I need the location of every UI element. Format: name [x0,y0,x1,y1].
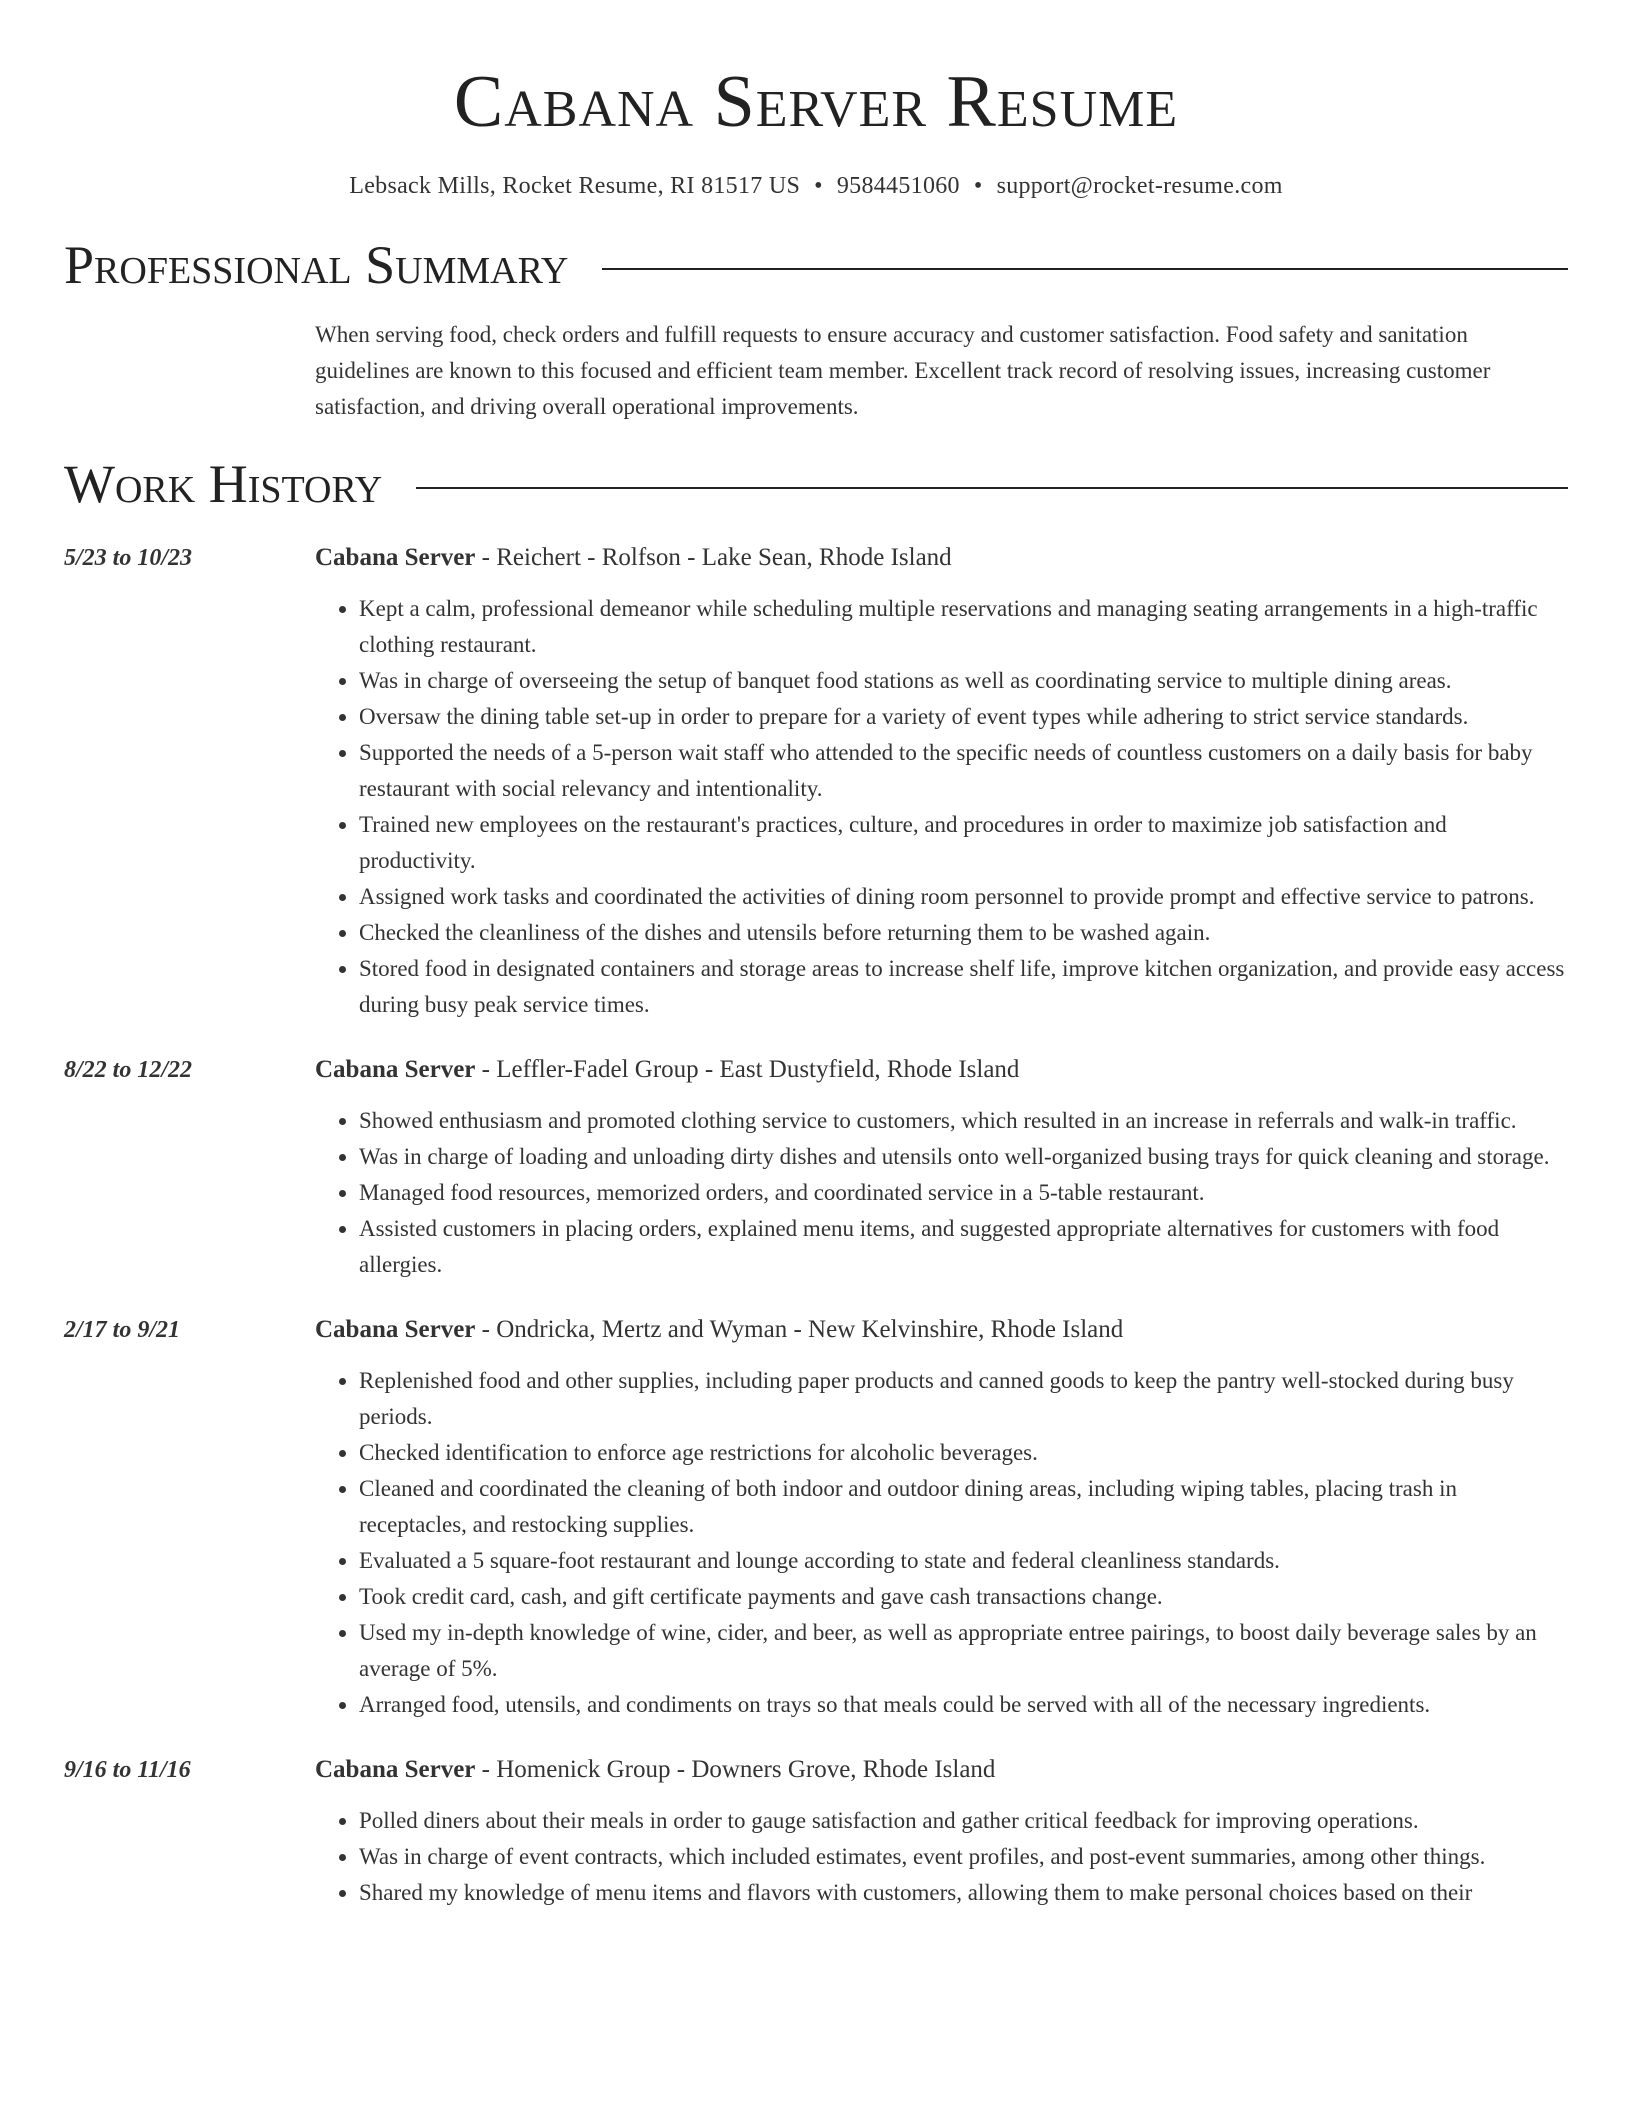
bullet-item: • Took credit card, cash, and gift certificate payments and gave cash transactions change. [359,1579,1568,1615]
job-employer-location: - Leffler-Fadel Group - East Dustyfield, Rhode Island [475,1055,1020,1083]
bullet-item: • Managed food resources, memorized orders, and coordinated service in a 5-table restaurant. [359,1175,1568,1211]
section-divider [416,487,1568,489]
resume-title: Cabana Server Resume [453,61,1179,143]
job-heading [315,541,1568,575]
section-title: Professional Summary [64,235,569,296]
job-heading [315,1313,1568,1347]
job-dates: 5/23 to 10/23 [64,544,193,571]
job-heading [315,1753,1568,1787]
bullet-item: • Assigned work tasks and coordinated the activities of dining room personnel to provide prompt and effective service to patrons. [359,879,1568,915]
job-bullets [315,591,1568,1023]
bullet-item: • Checked identification to enforce age restrictions for alcoholic beverages. [359,1435,1568,1471]
job-body [315,1753,1568,1911]
job-employer-location: - Homenick Group - Downers Grove, Rhode Island [475,1755,996,1783]
section-divider [602,268,1568,270]
bullet-item: • Kept a calm, professional demeanor while scheduling multiple reservations and managing seating arrangements in a high-traffic clothing restaurant. [359,591,1568,663]
job-title: Cabana Server [315,1315,476,1343]
bullet-item: • Used my in-depth knowledge of wine, cider, and beer, as well as appropriate entree pairings, to boost daily beverage sales by an average of 5%. [359,1615,1568,1687]
job-title: Cabana Server [315,1755,476,1783]
bullet-item: • Was in charge of event contracts, which included estimates, event profiles, and post-event summaries, among other things. [359,1839,1568,1875]
job-entry [64,541,1568,1023]
job-dates: 2/17 to 9/21 [64,1316,181,1343]
bullet-item: • Polled diners about their meals in order to gauge satisfaction and gather critical feedback for improving operations. [359,1803,1568,1839]
contact-separator: • [814,173,823,200]
work-history-header [64,455,1568,514]
job-title: Cabana Server [315,543,476,571]
bullet-item: • Arranged food, utensils, and condiments on trays so that meals could be served with all of the necessary ingredients. [359,1687,1568,1723]
bullet-item: • Was in charge of overseeing the setup of banquet food stations as well as coordinating service to multiple dining areas. [359,663,1568,699]
bullet-item: • Oversaw the dining table set-up in order to prepare for a variety of event types while adhering to strict service standards. [359,699,1568,735]
bullet-item: • Trained new employees on the restaurant's practices, culture, and procedures in order to maximize job satisfaction and productivity. [359,807,1568,879]
section-title: Work History [64,454,383,515]
contact-address: Lebsack Mills, Rocket Resume, RI 81517 US [349,173,801,200]
job-bullets [315,1363,1568,1723]
bullet-item: • Checked the cleanliness of the dishes and utensils before returning them to be washed again. [359,915,1568,951]
job-dates: 8/22 to 12/22 [64,1056,193,1083]
job-body [315,1313,1568,1723]
job-dates: 9/16 to 11/16 [64,1756,191,1783]
bullet-item: • Evaluated a 5 square-foot restaurant and lounge according to state and federal cleanliness standards. [359,1543,1568,1579]
contact-line [64,173,1568,200]
bullet-item: • Was in charge of loading and unloading dirty dishes and utensils onto well-organized busing trays for quick cleaning and storage. [359,1139,1568,1175]
bullet-item: • Showed enthusiasm and promoted clothing service to customers, which resulted in an increase in referrals and walk-in traffic. [359,1103,1568,1139]
bullet-item: • Supported the needs of a 5-person wait staff who attended to the specific needs of countless customers on a daily basis for baby restaurant with social relevancy and intentionality. [359,735,1568,807]
bullet-item: • Replenished food and other supplies, including paper products and canned goods to keep the pantry well-stocked during busy periods. [359,1363,1568,1435]
job-employer-location: - Ondricka, Mertz and Wyman - New Kelvinshire, Rhode Island [475,1315,1124,1343]
job-entry [64,1313,1568,1723]
job-body [315,541,1568,1023]
contact-email: support@rocket-resume.com [996,173,1283,200]
job-entry [64,1053,1568,1283]
job-entry [64,1753,1568,1911]
work-history-list [64,541,1568,1911]
professional-summary-header [64,236,1568,295]
bullet-item: • Cleaned and coordinated the cleaning of both indoor and outdoor dining areas, including wiping tables, placing trash in receptacles, and restocking supplies. [359,1471,1568,1543]
bullet-item: • Stored food in designated containers and storage areas to increase shelf life, improve kitchen organization, and provide easy access during busy peak service times. [359,951,1568,1023]
bullet-item: • Assisted customers in placing orders, explained menu items, and suggested appropriate alternatives for customers with food allergies. [359,1211,1568,1283]
contact-phone: 9584451060 [836,173,960,200]
bullet-item: • Shared my knowledge of menu items and flavors with customers, allowing them to make personal choices based on their [359,1875,1568,1911]
job-heading [315,1053,1568,1087]
summary-text: When serving food, check orders and fulfill requests to ensure accuracy and customer satisfaction. Food safety and sanitation guidelines are known to this focused and efficient team member. Excellent track record of resolving issues, increasing customer satisfaction, and driving overall operational improvements. [315,322,1491,420]
contact-separator: • [973,173,983,200]
job-body [315,1053,1568,1283]
job-bullets [315,1803,1568,1911]
job-employer-location: - Reichert - Rolfson - Lake Sean, Rhode Island [475,543,952,571]
job-title: Cabana Server [315,1055,476,1083]
job-bullets [315,1103,1568,1283]
